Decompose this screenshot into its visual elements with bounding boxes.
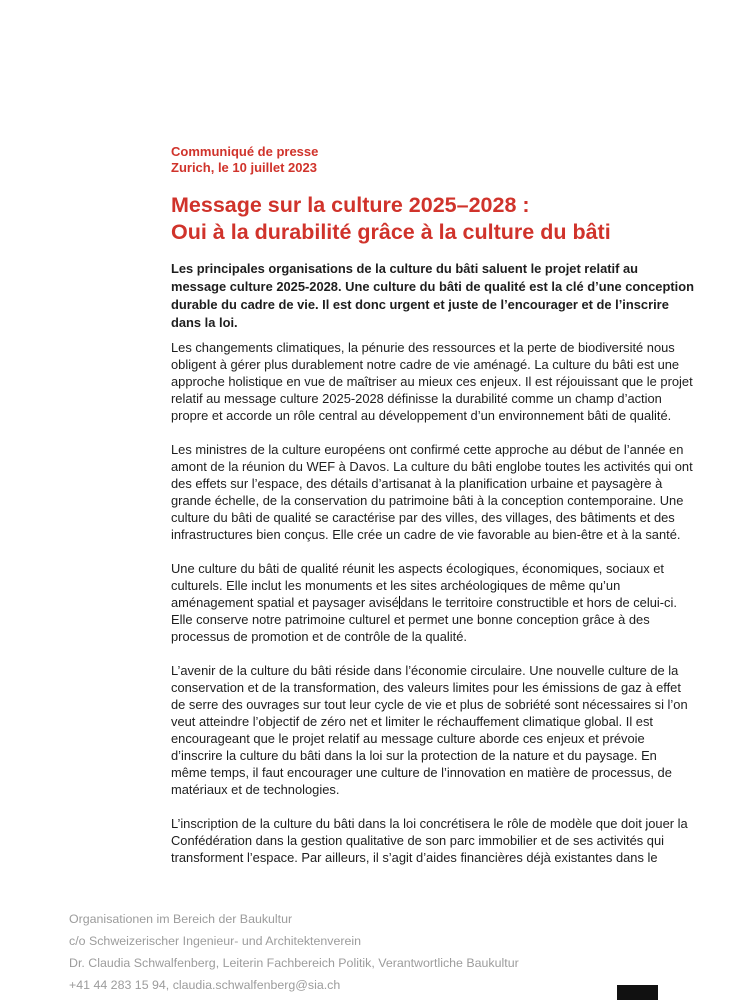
body-paragraph-5: L’inscription de la culture du bâti dans la loi concrétisera le rôle de modèle que doit jouer la Confédération dans la gestion qualitative de son parc immobilier et de ses activités qui transforment l’espace. Par ailleurs, il s’agit d’aides financières déjà existantes dans le bbox=[171, 816, 688, 865]
body-paragraph-2: Les ministres de la culture européens ont confirmé cette approche au début de l’année en amont de la réunion du WEF à Davos. La culture du bâti englobe toutes les activités qui ont des effets sur l’espace, des détails d’artisanat à la planification urbaine et paysagère à grande échelle, de la conservation du patrimoine bâti à la conception contemporaine. Une culture du bâti de qualité se caractérise par des villes, des villages, des bâtiments et des infrastructures bien conçus. Elle crée un cadre de vie favorable au bien-être et à la santé. bbox=[171, 442, 693, 542]
kicker-dateline: Zurich, le 10 juillet 2023 bbox=[171, 160, 317, 175]
kicker-type-label: Communiqué de presse bbox=[171, 144, 319, 159]
page-title bbox=[171, 192, 694, 246]
lead-paragraph: Les principales organisations de la culture du bâti saluent le projet relatif au message culture 2025-2028. Une culture du bâti de qualité est la clé d’une conception durable du cadre de vie. Il est donc urgent et juste de l’encourager et de l’inscrire dans la loi. bbox=[171, 261, 694, 330]
footer-contact-block bbox=[69, 908, 519, 996]
footer-care-of: c/o Schweizerischer Ingenieur- und Architektenverein bbox=[69, 934, 362, 948]
footer-phone-email: +41 44 283 15 94, claudia.schwalfenberg@sia.ch bbox=[69, 978, 341, 992]
page-title-line2: Oui à la durabilité grâce à la culture du bâti bbox=[171, 220, 611, 244]
footer-contact-person: Dr. Claudia Schwalfenberg, Leiterin Fachbereich Politik, Verantwortliche Baukultur bbox=[69, 956, 519, 970]
body-paragraph-4: L’avenir de la culture du bâti réside dans l’économie circulaire. Une nouvelle culture de la conservation et de la transformation, des valeurs limites pour les émissions de gaz à effet de serre des ouvrages sur tout leur cycle de vie et plus de sobriété sont nécessaires si l’on veut atteindre l’objectif de zéro net et limiter le réchauffement climatique global. Il est encourageant que le projet relatif au message culture aborde ces enjeux et prévoie d’inscrire la culture du bâti dans la loi sur la protection de la nature et du paysage. En même temps, il faut encourager une culture de l’innovation en matière de processus, de matériaux et de technologies. bbox=[171, 663, 688, 797]
page-title-line1: Message sur la culture 2025–2028 : bbox=[171, 193, 530, 217]
body-paragraph-1: Les changements climatiques, la pénurie des ressources et la perte de biodiversité nous obligent à gérer plus durablement notre cadre de vie aménagé. La culture du bâti est une approche holistique en vue de maîtriser au mieux ces enjeux. Il est réjouissant que le projet relatif au message culture 2025-2028 définisse la durabilité comme un champ d’action propre et accorde un rôle central au développement d’un environnement bâti de qualité. bbox=[171, 340, 693, 423]
body-paragraph-3 bbox=[171, 560, 694, 645]
kicker-block bbox=[171, 144, 694, 176]
footer-organisation: Organisationen im Bereich der Baukultur bbox=[69, 912, 293, 926]
body-paragraph-3-before-caret: Une culture du bâti de qualité réunit les aspects écologiques, économiques, sociaux et culturels. Elle inclut les monuments et les sites archéologiques de même qu’un aménagement spatial et paysager avisé bbox=[171, 561, 665, 610]
page-corner-mark bbox=[617, 985, 658, 1000]
press-release-content bbox=[171, 144, 694, 883]
body-paragraph-3-after-caret: dans le territoire constructible et hors de celui-ci. Elle conserve notre patrimoine culturel et permet une bonne conception grâce à des processus de promotion et de contrôle de la qualité. bbox=[171, 595, 677, 644]
